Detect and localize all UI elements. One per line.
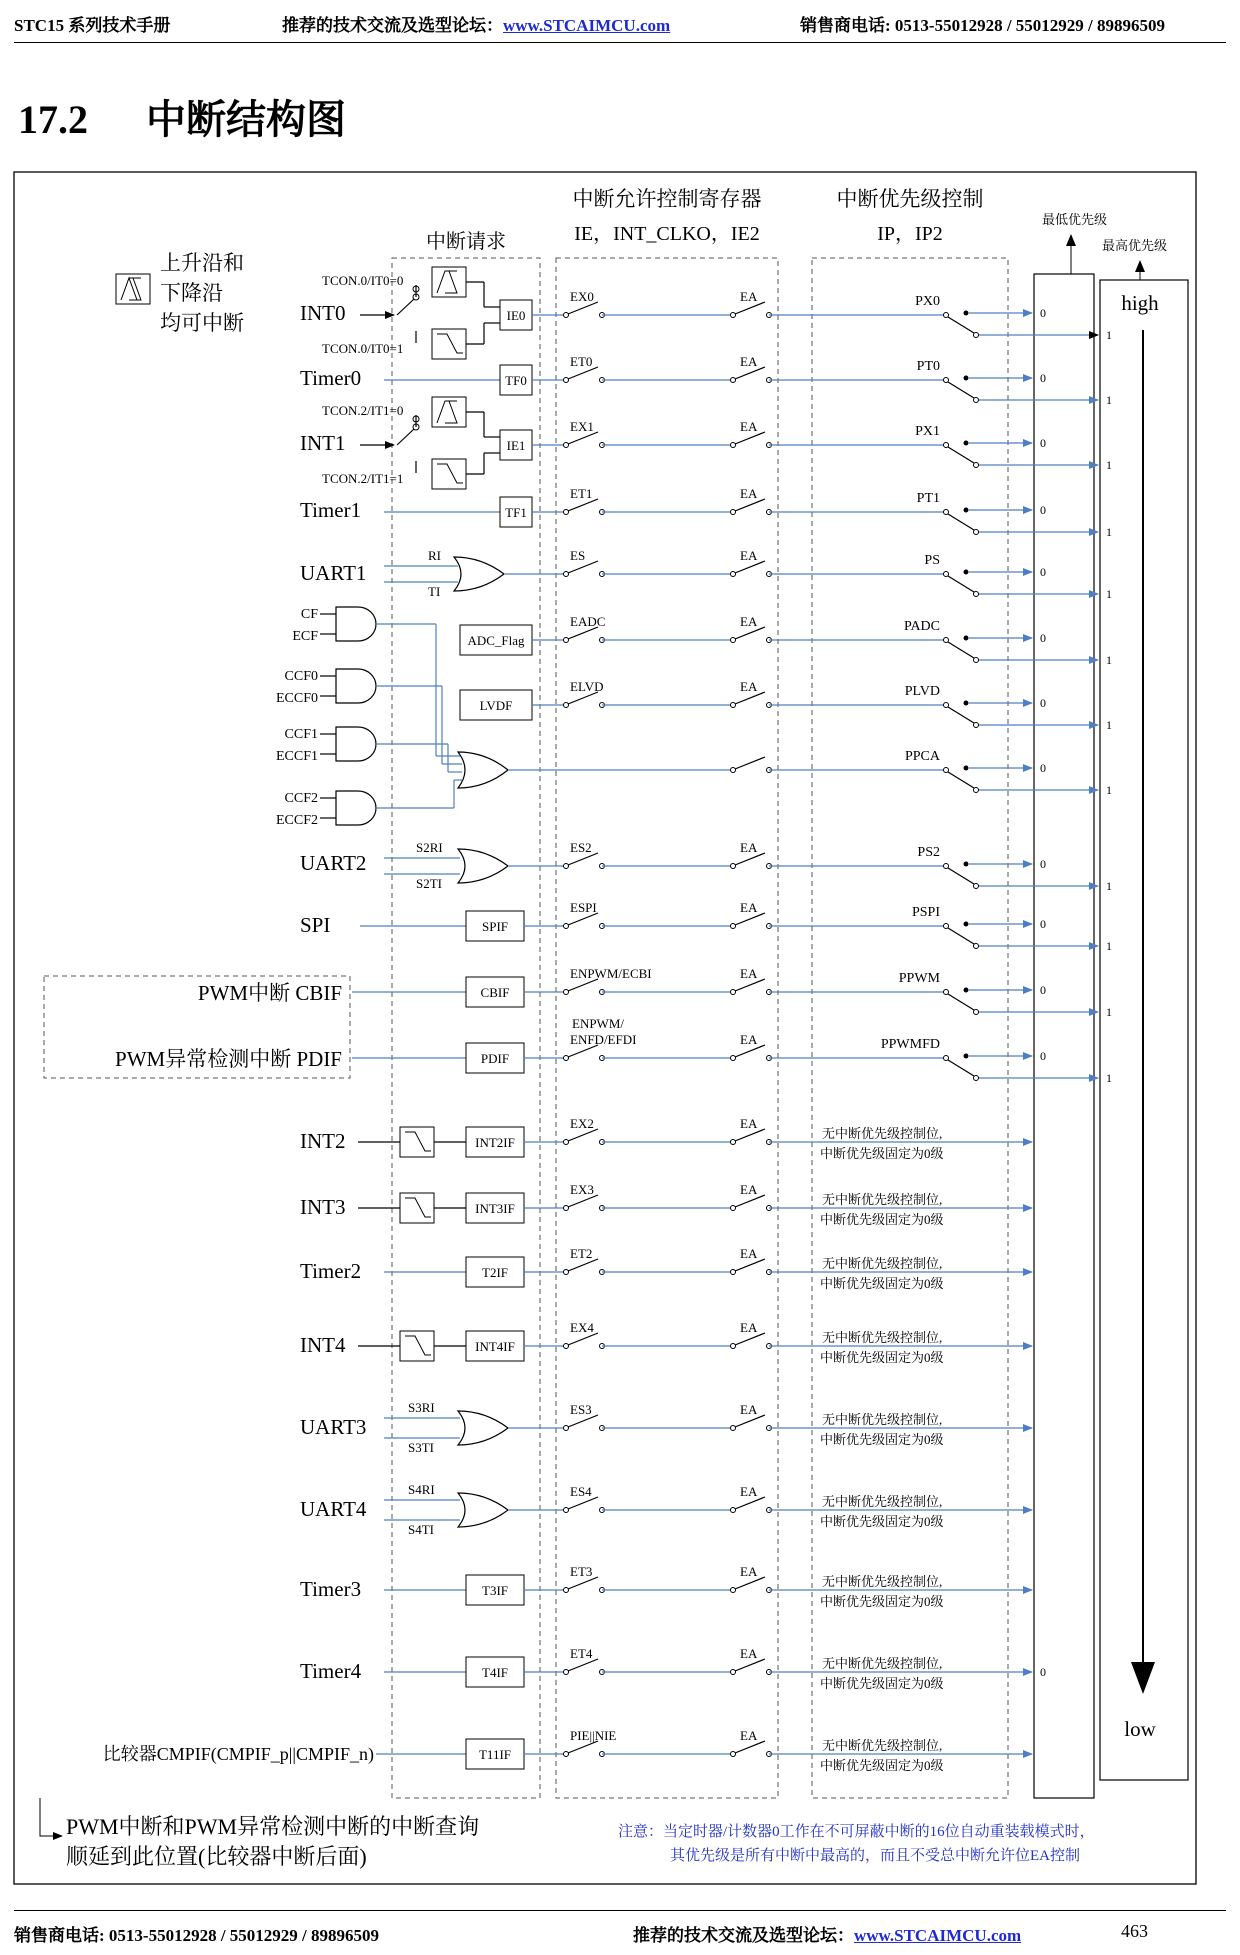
edge-legend-line-3: 均可中断 bbox=[160, 311, 244, 335]
uart3-rx-label: S3RI bbox=[408, 1400, 435, 1415]
timer0-enable-label: ET0 bbox=[570, 354, 593, 369]
pca-priority-pivot bbox=[944, 768, 949, 773]
lvd-enable-switch-pivot bbox=[564, 703, 569, 708]
pwm-cbif-priority-contact1 bbox=[974, 1010, 979, 1015]
uart1-ri-label: RI bbox=[428, 548, 441, 563]
adc-priority-label: PADC bbox=[903, 619, 940, 634]
uart3-ea-label: EA bbox=[740, 1402, 758, 1417]
pwm-cbif-zero-label: 0 bbox=[1040, 983, 1046, 997]
adc-one-label: 1 bbox=[1106, 653, 1112, 667]
timer0-zero-label: 0 bbox=[1040, 371, 1046, 385]
pwm-cbif-priority-contact0 bbox=[964, 988, 969, 993]
pca-and-3-in-label-2: ECCF2 bbox=[275, 813, 318, 828]
int0-tcon-label-1: TCON.0/IT0=1 bbox=[322, 341, 404, 356]
timer0-one-label: 1 bbox=[1106, 393, 1112, 407]
uart4-enable-label: ES4 bbox=[570, 1484, 592, 1499]
spi-flag-label: SPIF bbox=[481, 919, 509, 934]
timer0-ea-switch-pivot bbox=[731, 378, 736, 383]
cbif-flag-label: CBIF bbox=[480, 985, 510, 1000]
timer0-input-label: Timer0 bbox=[300, 366, 362, 390]
lvd-ea-label: EA bbox=[740, 679, 758, 694]
uart2-ri-label: S2RI bbox=[416, 840, 443, 855]
timer0-enable-switch-pivot bbox=[564, 378, 569, 383]
adc-priority-pivot bbox=[944, 638, 949, 643]
int4-ea-label: EA bbox=[740, 1320, 758, 1335]
int0-priority-contact1 bbox=[974, 333, 979, 338]
uart2-priority-pivot bbox=[944, 864, 949, 869]
page-number: 463 bbox=[1121, 1921, 1148, 1941]
timer2-ea-switch-pivot bbox=[731, 1270, 736, 1275]
pca-priority-contact1 bbox=[974, 788, 979, 793]
uart1-enable-label: ES bbox=[570, 548, 586, 563]
timer2-enable-label: ET2 bbox=[570, 1246, 593, 1261]
int2-input-label: INT2 bbox=[300, 1129, 346, 1153]
section-title: 中断结构图 bbox=[146, 97, 346, 142]
int3-ea-label: EA bbox=[740, 1182, 758, 1197]
int4-flag-label: INT4IF bbox=[475, 1339, 515, 1354]
adc-priority-contact1 bbox=[974, 658, 979, 663]
pwm-pdif-priority-pivot bbox=[944, 1056, 949, 1061]
timer0-ea-label: EA bbox=[740, 354, 758, 369]
int1-enable-switch-pivot bbox=[564, 443, 569, 448]
lvd-one-label: 1 bbox=[1106, 718, 1112, 732]
pwm-cbif-enable-switch-pivot bbox=[564, 990, 569, 995]
request-heading: 中断请求 bbox=[426, 231, 506, 253]
adc-enable-switch-pivot bbox=[564, 638, 569, 643]
pca-and-0-in-label-2: ECF bbox=[292, 629, 318, 644]
timer4-zero-label: 0 bbox=[1040, 1665, 1046, 1679]
header-phone: 销售商电话: 0513-55012928 / 55012929 / 89896509 bbox=[800, 16, 1166, 35]
uart3-tx-label: S3TI bbox=[408, 1440, 434, 1455]
int1-one-label: 1 bbox=[1106, 458, 1112, 472]
timer2-no-priority-1: 无中断优先级控制位, bbox=[822, 1256, 943, 1271]
pwm-pdif-ea-label: EA bbox=[740, 1032, 758, 1047]
uart2-input-label: UART2 bbox=[300, 851, 367, 875]
pca-one-label: 1 bbox=[1106, 783, 1112, 797]
footer-phone: 销售商电话: 0513-55012928 / 55012929 / 89896509 bbox=[14, 1926, 380, 1945]
uart2-priority-blade bbox=[948, 868, 974, 884]
pca-and-0-in-label-1: CF bbox=[300, 607, 318, 622]
comparator-no-priority-2: 中断优先级固定为0级 bbox=[820, 1758, 944, 1773]
lvd-priority-contact0 bbox=[964, 701, 969, 706]
timer3-ea-label: EA bbox=[740, 1564, 758, 1579]
pca-or-gate bbox=[458, 752, 508, 788]
uart1-priority-blade bbox=[948, 576, 974, 592]
int1-flag-label: IE1 bbox=[506, 438, 526, 453]
int0-flag-label: IE0 bbox=[506, 308, 526, 323]
int3-enable-switch-pivot bbox=[564, 1206, 569, 1211]
timer1-flag-label: TF1 bbox=[505, 505, 527, 520]
timer1-zero-label: 0 bbox=[1040, 503, 1046, 517]
pca-and-2-in-label-2: ECCF1 bbox=[275, 749, 318, 764]
lowest-priority-arrowhead bbox=[1066, 234, 1076, 246]
int1-ea-label: EA bbox=[740, 419, 758, 434]
footer-rule bbox=[14, 1910, 1226, 1911]
header-forum-label: 推荐的技术交流及选型论坛： bbox=[282, 16, 503, 35]
pwm-pdif-input-label: PWM异常检测中断 PDIF bbox=[115, 1047, 342, 1071]
adc-priority-contact0 bbox=[964, 636, 969, 641]
timer2-no-priority-2: 中断优先级固定为0级 bbox=[820, 1276, 944, 1291]
both-edge-icon bbox=[121, 278, 141, 300]
timer2-input-label: Timer2 bbox=[300, 1259, 362, 1283]
timer4-no-priority-2: 中断优先级固定为0级 bbox=[820, 1676, 944, 1691]
int1-priority-blade bbox=[948, 447, 974, 463]
uart1-zero-label: 0 bbox=[1040, 565, 1046, 579]
timer3-enable-switch-pivot bbox=[564, 1588, 569, 1593]
pwm-pdif-priority-blade bbox=[948, 1060, 974, 1076]
uart2-enable-label: ES2 bbox=[570, 840, 592, 855]
timer0-priority-pivot bbox=[944, 378, 949, 383]
uart3-or-gate bbox=[458, 1411, 508, 1445]
lvd-priority-blade bbox=[948, 707, 974, 723]
int1-enable-label: EX1 bbox=[570, 419, 594, 434]
uart1-input-label: UART1 bbox=[300, 561, 367, 585]
lowest-priority-label: 最低优先级 bbox=[1042, 212, 1108, 227]
pca-and-2-in-label-1: CCF1 bbox=[284, 727, 318, 742]
timer3-no-priority-2: 中断优先级固定为0级 bbox=[820, 1594, 944, 1609]
int3-enable-label: EX3 bbox=[570, 1182, 594, 1197]
pwm-cbif-priority-blade bbox=[948, 994, 974, 1010]
int0-priority-label: PX0 bbox=[915, 294, 940, 309]
comparator-input-label: 比较器CMPIF(CMPIF_p||CMPIF_n) bbox=[102, 1744, 374, 1764]
int2-no-priority-2: 中断优先级固定为0级 bbox=[820, 1146, 944, 1161]
lvd-priority-contact1 bbox=[974, 723, 979, 728]
timer4-enable-label: ET4 bbox=[570, 1646, 593, 1661]
int3-ea-switch-pivot bbox=[731, 1206, 736, 1211]
enable-heading-2: IE，INT_CLKO，IE2 bbox=[574, 223, 760, 245]
note-line-2: 其优先级是所有中断中最高的，而且不受总中断允许位EA控制 bbox=[670, 1848, 1080, 1864]
int4-no-priority-1: 无中断优先级控制位, bbox=[822, 1330, 943, 1345]
pca-priority-contact0 bbox=[964, 766, 969, 771]
pca-priority-label: PPCA bbox=[904, 749, 940, 764]
edge-legend-line-2: 下降沿 bbox=[160, 281, 223, 305]
uart4-or-gate bbox=[458, 1493, 508, 1527]
pwm-pdif-enable-switch-pivot bbox=[564, 1056, 569, 1061]
pca-and-1-in-label-2: ECCF0 bbox=[275, 691, 318, 706]
lvd-flag-label: LVDF bbox=[479, 698, 513, 713]
spi-priority-pivot bbox=[944, 924, 949, 929]
timer0-flag-label: TF0 bbox=[505, 373, 527, 388]
uart4-enable-switch-pivot bbox=[564, 1508, 569, 1513]
timer1-priority-contact0 bbox=[964, 508, 969, 513]
uart1-priority-contact0 bbox=[964, 570, 969, 575]
uart4-rx-label: S4RI bbox=[408, 1482, 435, 1497]
timer1-input-label: Timer1 bbox=[300, 498, 362, 522]
int3-no-priority-2: 中断优先级固定为0级 bbox=[820, 1212, 944, 1227]
comparator-ea-switch-pivot bbox=[731, 1752, 736, 1757]
int2-enable-switch-pivot bbox=[564, 1140, 569, 1145]
uart3-no-priority-2: 中断优先级固定为0级 bbox=[820, 1432, 944, 1447]
adc-zero-label: 0 bbox=[1040, 631, 1046, 645]
timer2-flag-label: T2IF bbox=[482, 1265, 508, 1280]
uart4-ea-label: EA bbox=[740, 1484, 758, 1499]
pwm-pdif-priority-contact0 bbox=[964, 1054, 969, 1059]
int4-no-priority-2: 中断优先级固定为0级 bbox=[820, 1350, 944, 1365]
uart3-enable-switch-pivot bbox=[564, 1426, 569, 1431]
int2-ea-label: EA bbox=[740, 1116, 758, 1131]
spi-input-label: SPI bbox=[300, 913, 331, 937]
timer1-priority-label: PT1 bbox=[916, 491, 940, 506]
spi-enable-switch-pivot bbox=[564, 924, 569, 929]
int2-ea-switch-pivot bbox=[731, 1140, 736, 1145]
pca-ea-switch-pivot bbox=[731, 768, 736, 773]
spi-zero-label: 0 bbox=[1040, 917, 1046, 931]
footer-forum-label: 推荐的技术交流及选型论坛： bbox=[633, 1926, 854, 1945]
timer1-priority-pivot bbox=[944, 510, 949, 515]
int4-enable-label: EX4 bbox=[570, 1320, 594, 1335]
int1-priority-contact1 bbox=[974, 463, 979, 468]
comparator-enable-switch-pivot bbox=[564, 1752, 569, 1757]
uart2-priority-contact0 bbox=[964, 862, 969, 867]
timer2-ea-label: EA bbox=[740, 1246, 758, 1261]
int1-ea-switch-pivot bbox=[731, 443, 736, 448]
pdif-flag-label: PDIF bbox=[480, 1051, 510, 1066]
timer1-ea-switch-pivot bbox=[731, 510, 736, 515]
spi-ea-label: EA bbox=[740, 900, 758, 915]
spi-enable-label: ESPI bbox=[570, 900, 597, 915]
timer0-priority-label: PT0 bbox=[916, 359, 940, 374]
timer1-enable-switch-pivot bbox=[564, 510, 569, 515]
pca-and-0-gate bbox=[336, 607, 376, 641]
int0-priority-contact0 bbox=[964, 311, 969, 316]
int0-ea-label: EA bbox=[740, 289, 758, 304]
int4-input-label: INT4 bbox=[300, 1333, 346, 1357]
timer4-no-priority-1: 无中断优先级控制位, bbox=[822, 1656, 943, 1671]
int0-tcon-label-0: TCON.0/IT0=0 bbox=[322, 273, 404, 288]
int3-no-priority-1: 无中断优先级控制位, bbox=[822, 1192, 943, 1207]
uart2-priority-contact1 bbox=[974, 884, 979, 889]
int0-enable-switch-pivot bbox=[564, 313, 569, 318]
uart1-enable-switch-pivot bbox=[564, 572, 569, 577]
timer4-flag-label: T4IF bbox=[482, 1665, 508, 1680]
pca-priority-blade bbox=[948, 772, 974, 788]
pca-and-3-in-label-1: CCF2 bbox=[284, 791, 318, 806]
pwm-cbif-input-label: PWM中断 CBIF bbox=[197, 981, 342, 1005]
int0-enable-label: EX0 bbox=[570, 289, 594, 304]
timer4-ea-label: EA bbox=[740, 1646, 758, 1661]
adc-priority-blade bbox=[948, 642, 974, 658]
timer3-no-priority-1: 无中断优先级控制位, bbox=[822, 1574, 943, 1589]
pwm-cbif-ea-label: EA bbox=[740, 966, 758, 981]
int1-input-label: INT1 bbox=[300, 431, 346, 455]
uart1-ti-label: TI bbox=[428, 584, 441, 599]
int0-priority-pivot bbox=[944, 313, 949, 318]
pca-and-1-in-label-1: CCF0 bbox=[284, 669, 318, 684]
diagram-content bbox=[66, 187, 1167, 1869]
uart4-ea-switch-pivot bbox=[731, 1508, 736, 1513]
int0-input-label: INT0 bbox=[300, 301, 346, 325]
int1-zero-label: 0 bbox=[1040, 436, 1046, 450]
int1-tcon-label-0: TCON.2/IT1=0 bbox=[322, 403, 404, 418]
int2-enable-label: EX2 bbox=[570, 1116, 594, 1131]
priority-direction-arrowhead bbox=[1131, 1662, 1155, 1694]
comparator-ea-label: EA bbox=[740, 1728, 758, 1743]
lvd-zero-label: 0 bbox=[1040, 696, 1046, 710]
uart3-no-priority-1: 无中断优先级控制位, bbox=[822, 1412, 943, 1427]
timer1-ea-label: EA bbox=[740, 486, 758, 501]
section-number: 17.2 bbox=[18, 97, 88, 142]
low-label: low bbox=[1124, 1717, 1156, 1741]
pca-ea-switch-blade bbox=[735, 757, 765, 769]
pwm-pdif-ea-switch-pivot bbox=[731, 1056, 736, 1061]
uart4-input-label: UART4 bbox=[300, 1497, 367, 1521]
int1-priority-contact0 bbox=[964, 441, 969, 446]
pca-and-1-gate bbox=[336, 669, 376, 703]
uart1-priority-label: PS bbox=[924, 553, 940, 568]
uart1-priority-pivot bbox=[944, 572, 949, 577]
uart1-ea-switch-pivot bbox=[731, 572, 736, 577]
bottom-left-note-2: 顺延到此位置(比较器中断后面) bbox=[66, 1844, 367, 1869]
int1-tcon-label-1: TCON.2/IT1=1 bbox=[322, 471, 404, 486]
pwm-pdif-priority-label: PPWMFD bbox=[880, 1037, 940, 1052]
footer-forum-link[interactable]: www.STCAIMCU.com bbox=[854, 1926, 1022, 1945]
lvd-ea-switch-pivot bbox=[731, 703, 736, 708]
header-forum-link[interactable]: www.STCAIMCU.com bbox=[503, 16, 671, 35]
pwm-cbif-one-label: 1 bbox=[1106, 1005, 1112, 1019]
int0-zero-label: 0 bbox=[1040, 306, 1046, 320]
uart2-ea-label: EA bbox=[740, 840, 758, 855]
priority-column-box bbox=[812, 258, 1008, 1798]
timer4-enable-switch-pivot bbox=[564, 1670, 569, 1675]
uart3-ea-switch-pivot bbox=[731, 1426, 736, 1431]
uart2-ea-switch-pivot bbox=[731, 864, 736, 869]
spi-ea-switch-pivot bbox=[731, 924, 736, 929]
timer0-priority-contact1 bbox=[974, 398, 979, 403]
timer0-priority-contact0 bbox=[964, 376, 969, 381]
timer1-one-label: 1 bbox=[1106, 525, 1112, 539]
int0-one-label: 1 bbox=[1106, 328, 1112, 342]
highest-priority-label: 最高优先级 bbox=[1102, 238, 1168, 253]
int4-ea-switch-pivot bbox=[731, 1344, 736, 1349]
spi-priority-label: PSPI bbox=[911, 905, 940, 920]
priority-heading-2: IP，IP2 bbox=[877, 223, 943, 245]
pwm-pdif-zero-label: 0 bbox=[1040, 1049, 1046, 1063]
pwm-cbif-priority-pivot bbox=[944, 990, 949, 995]
timer1-priority-contact1 bbox=[974, 530, 979, 535]
uart4-no-priority-1: 无中断优先级控制位, bbox=[822, 1494, 943, 1509]
pca-zero-label: 0 bbox=[1040, 761, 1046, 775]
uart1-priority-contact1 bbox=[974, 592, 979, 597]
uart2-ti-label: S2TI bbox=[416, 876, 442, 891]
adc-ea-label: EA bbox=[740, 614, 758, 629]
pca-and-3-gate bbox=[336, 791, 376, 825]
pwm-pdif-priority-contact1 bbox=[974, 1076, 979, 1081]
int2-no-priority-1: 无中断优先级控制位, bbox=[822, 1126, 943, 1141]
int1-priority-label: PX1 bbox=[915, 424, 940, 439]
spi-priority-contact1 bbox=[974, 944, 979, 949]
timer0-priority-blade bbox=[948, 382, 974, 398]
uart4-no-priority-2: 中断优先级固定为0级 bbox=[820, 1514, 944, 1529]
int0-mode-blade bbox=[397, 299, 414, 315]
timer1-priority-blade bbox=[948, 514, 974, 530]
lvd-priority-label: PLVD bbox=[904, 684, 940, 699]
int3-input-label: INT3 bbox=[300, 1195, 346, 1219]
timer4-ea-switch-pivot bbox=[731, 1670, 736, 1675]
edge-legend-line-1: 上升沿和 bbox=[160, 251, 244, 275]
timer3-ea-switch-pivot bbox=[731, 1588, 736, 1593]
int3-flag-label: INT3IF bbox=[475, 1201, 515, 1216]
timer3-input-label: Timer3 bbox=[300, 1577, 362, 1601]
pwm-cbif-ea-switch-pivot bbox=[731, 990, 736, 995]
note-line-1: 注意：当定时器/计数器0工作在不可屏蔽中断的16位自动重装载模式时， bbox=[618, 1824, 1095, 1840]
adc-ea-switch-pivot bbox=[731, 638, 736, 643]
pwm-pdif-one-label: 1 bbox=[1106, 1071, 1112, 1085]
uart2-or-gate bbox=[458, 849, 508, 883]
comparator-enable-label: PIE||NIE bbox=[570, 1728, 617, 1743]
enable-heading-1: 中断允许控制寄存器 bbox=[572, 187, 762, 211]
adc-flag-label: ADC_Flag bbox=[467, 633, 525, 648]
highest-priority-arrowhead bbox=[1135, 260, 1145, 272]
uart1-or-gate bbox=[454, 557, 504, 591]
comparator-flag-label: T11IF bbox=[478, 1747, 512, 1762]
int4-enable-switch-pivot bbox=[564, 1344, 569, 1349]
pwm-pdif-enable-label: ENFD/EFDI bbox=[570, 1032, 637, 1047]
timer3-flag-label: T3IF bbox=[482, 1583, 508, 1598]
high-label: high bbox=[1121, 291, 1159, 315]
timer3-enable-label: ET3 bbox=[570, 1564, 593, 1579]
uart2-zero-label: 0 bbox=[1040, 857, 1046, 871]
priority-heading-1: 中断优先级控制 bbox=[836, 187, 984, 211]
timer2-enable-switch-pivot bbox=[564, 1270, 569, 1275]
timer4-input-label: Timer4 bbox=[300, 1659, 362, 1683]
uart2-priority-label: PS2 bbox=[917, 845, 940, 860]
pca-and-2-gate bbox=[336, 727, 376, 761]
adc-enable-label: EADC bbox=[570, 614, 606, 629]
bottom-left-note-1: PWM中断和PWM异常检测中断的中断查询 bbox=[66, 1814, 480, 1839]
uart1-one-label: 1 bbox=[1106, 587, 1112, 601]
spi-priority-blade bbox=[948, 928, 974, 944]
spi-priority-contact0 bbox=[964, 922, 969, 927]
int0-priority-blade bbox=[948, 317, 974, 333]
uart1-ea-label: EA bbox=[740, 548, 758, 563]
uart3-input-label: UART3 bbox=[300, 1415, 367, 1439]
int1-mode-blade bbox=[397, 429, 414, 445]
lvd-enable-label: ELVD bbox=[570, 679, 604, 694]
pwm-cbif-enable-label: ENPWM/ECBI bbox=[570, 966, 652, 981]
int1-priority-pivot bbox=[944, 443, 949, 448]
lvd-priority-pivot bbox=[944, 703, 949, 708]
int0-ea-switch-pivot bbox=[731, 313, 736, 318]
int2-flag-label: INT2IF bbox=[475, 1135, 515, 1150]
uart2-enable-switch-pivot bbox=[564, 864, 569, 869]
uart3-enable-label: ES3 bbox=[570, 1402, 592, 1417]
manual-title: STC15 系列技术手册 bbox=[14, 16, 171, 35]
bottom-left-pointer bbox=[40, 1798, 62, 1836]
uart4-tx-label: S4TI bbox=[408, 1522, 434, 1537]
pwm-cbif-priority-label: PPWM bbox=[898, 971, 940, 986]
comparator-no-priority-1: 无中断优先级控制位, bbox=[822, 1738, 943, 1753]
uart2-one-label: 1 bbox=[1106, 879, 1112, 893]
timer1-enable-label: ET1 bbox=[570, 486, 593, 501]
footer-forum bbox=[633, 1921, 1021, 1946]
spi-one-label: 1 bbox=[1106, 939, 1112, 953]
pwm-pdif-enable-label-upper: ENPWM/ bbox=[572, 1016, 624, 1031]
